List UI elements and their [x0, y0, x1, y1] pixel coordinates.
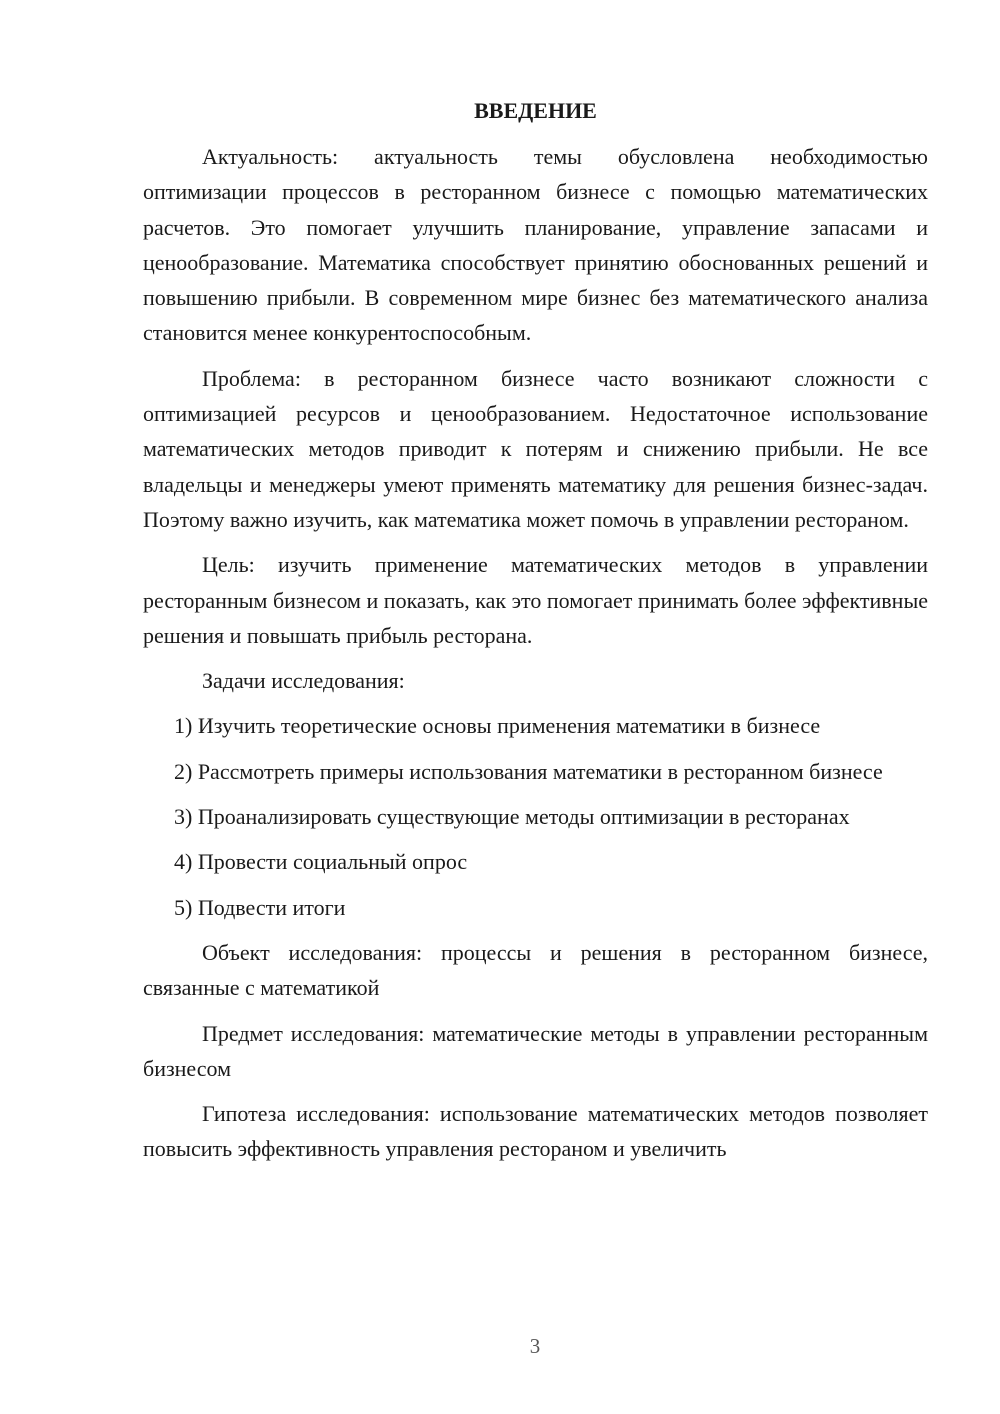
paragraph-object: Объект исследования: процессы и решения в ресторанном бизнесе, связанные с математикой [143, 939, 928, 1001]
task-item: 4) Провести социальный опрос [174, 849, 468, 875]
task-item: 2) Рассмотреть примеры использования математики в ресторанном бизнесе [174, 758, 883, 784]
document-title: ВВЕДЕНИЕ [474, 98, 597, 123]
paragraph-subject: Предмет исследования: математические методы в управлении ресторанным бизнесом [143, 1020, 928, 1081]
paragraph-goal: Цель: изучить применение математических методов в управлении ресторанным бизнесом и показать, как это помогает принимать более эффективные решения и повышать прибыль ресторана. [143, 552, 928, 648]
document-page [143, 94, 928, 1177]
task-item: 1) Изучить теоретические основы применения математики в бизнесе [174, 713, 821, 739]
task-item: 5) Подвести итоги [174, 894, 346, 920]
task-item: 3) Проанализировать существующие методы оптимизации в ресторанах [174, 804, 850, 830]
paragraph-hypothesis: Гипотеза исследования: использование математических методов позволяет повысить эффективность управления рестораном и увеличить [143, 1101, 928, 1162]
paragraph-problem: Проблема: в ресторанном бизнесе часто возникают сложности с оптимизацией ресурсов и ценообразованием. Недостаточное использование математических методов приводит к потерям и снижению прибыли. Не все владельцы и менеджеры умеют применять математику для решения бизнес-задач. Поэтому важно изучить, как математика может помочь в управлении рестораном. [143, 365, 928, 532]
paragraph-relevance: Актуальность: актуальность темы обусловлена необходимостью оптимизации процессов в ресторанном бизнесе с помощью математических расчетов. Это помогает улучшить планирование, управление запасами и ценообразование. Математика способствует принятию обоснованных решений и повышению прибыли. В современном мире бизнес без математического анализа становится менее конкурентоспособным. [143, 144, 928, 346]
paragraph-tasks-heading: Задачи исследования: [202, 668, 405, 694]
page-number: 3 [529, 1334, 541, 1358]
